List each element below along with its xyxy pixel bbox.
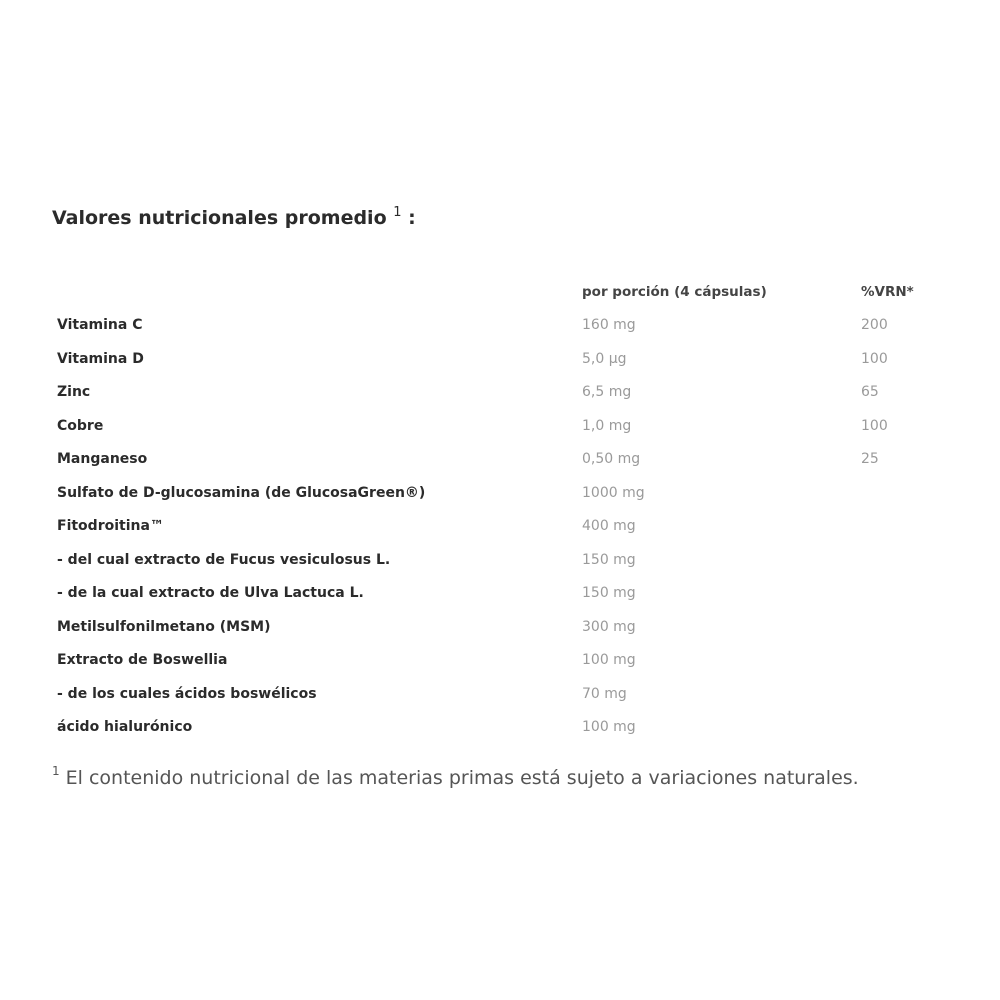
row-name: - de los cuales ácidos boswélicos	[57, 685, 317, 702]
row-vrn: 100	[861, 417, 888, 434]
row-vrn	[861, 610, 941, 644]
title-footnote-marker: 1	[393, 205, 402, 220]
header-name	[57, 275, 582, 309]
row-vrn	[861, 543, 941, 577]
table-row	[57, 443, 941, 477]
row-vrn	[861, 476, 941, 510]
table-row	[57, 711, 941, 745]
row-name: Cobre	[57, 417, 104, 434]
row-amount: 6,5 mg	[582, 384, 632, 401]
row-vrn: 65	[861, 384, 879, 401]
row-vrn: 25	[861, 451, 879, 468]
row-name: Zinc	[57, 384, 91, 401]
table-row	[57, 644, 941, 678]
row-vrn	[861, 577, 941, 611]
row-amount: 1,0 mg	[582, 417, 632, 434]
table-row	[57, 543, 941, 577]
row-vrn: 100	[861, 350, 888, 367]
row-vrn: 200	[861, 317, 888, 334]
footnote	[52, 764, 859, 789]
row-name: - del cual extracto de Fucus vesiculosus L.	[57, 551, 391, 568]
row-name: - de la cual extracto de Ulva Lactuca L.	[57, 585, 364, 602]
row-amount: 160 mg	[582, 317, 636, 334]
row-name: Vitamina D	[57, 350, 144, 367]
title-text: Valores nutricionales promedio	[52, 207, 387, 229]
footnote-marker: 1	[52, 764, 60, 778]
table-row	[57, 677, 941, 711]
row-name: Sulfato de D-glucosamina (de GlucosaGreen®)	[57, 484, 426, 501]
row-amount: 100 mg	[582, 719, 636, 736]
nutrition-table	[57, 275, 941, 744]
row-vrn	[861, 510, 941, 544]
table-row	[57, 309, 941, 343]
table-row	[57, 376, 941, 410]
row-amount: 300 mg	[582, 618, 636, 635]
row-amount: 400 mg	[582, 518, 636, 535]
row-name: Metilsulfonilmetano (MSM)	[57, 618, 271, 635]
title-suffix: :	[401, 207, 416, 229]
row-vrn	[861, 711, 941, 745]
row-name: Extracto de Boswellia	[57, 652, 228, 669]
row-amount: 0,50 mg	[582, 451, 641, 468]
row-amount: 150 mg	[582, 585, 636, 602]
header-vrn: %VRN*	[861, 283, 914, 300]
row-amount: 1000 mg	[582, 484, 645, 501]
table-row	[57, 610, 941, 644]
page-title	[52, 205, 416, 229]
table-row	[57, 342, 941, 376]
row-amount: 100 mg	[582, 652, 636, 669]
table-header-row	[57, 275, 941, 309]
footnote-text: El contenido nutricional de las materias primas está sujeto a variaciones naturales.	[65, 767, 859, 789]
table-row	[57, 577, 941, 611]
row-name: Vitamina C	[57, 317, 143, 334]
row-vrn	[861, 677, 941, 711]
row-name: Manganeso	[57, 451, 148, 468]
row-amount: 70 mg	[582, 685, 627, 702]
table-row	[57, 510, 941, 544]
table-row	[57, 409, 941, 443]
row-amount: 150 mg	[582, 551, 636, 568]
row-name: ácido hialurónico	[57, 719, 193, 736]
row-name: Fitodroitina™	[57, 518, 164, 535]
table-row	[57, 476, 941, 510]
row-amount: 5,0 μg	[582, 350, 627, 367]
row-vrn	[861, 644, 941, 678]
header-amount: por porción (4 cápsulas)	[582, 283, 767, 300]
